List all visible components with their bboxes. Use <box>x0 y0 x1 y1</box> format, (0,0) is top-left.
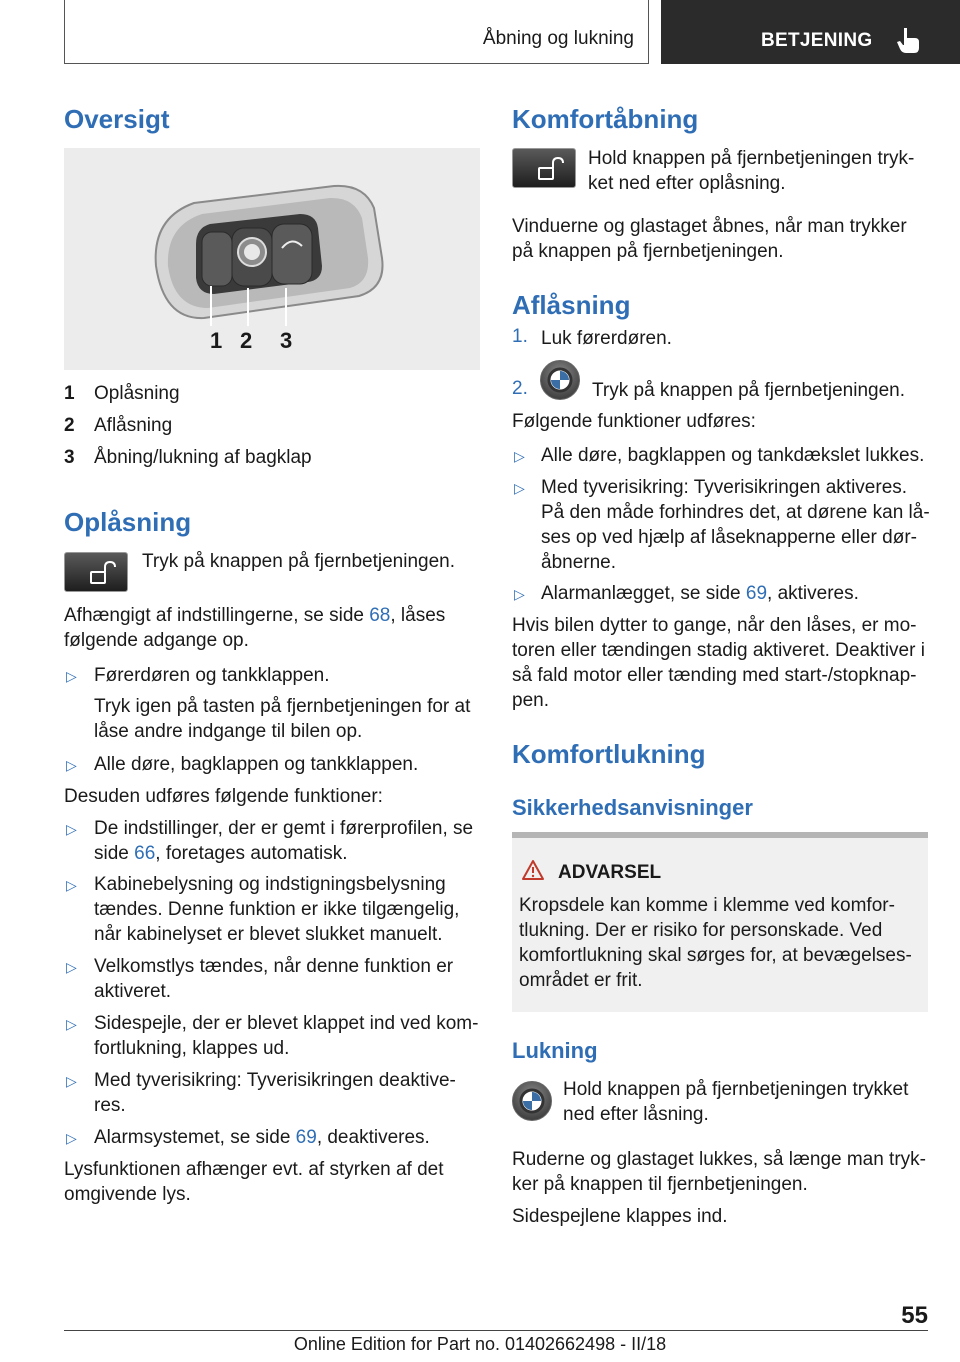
heading-aflasning: Aflåsning <box>512 290 631 320</box>
page-link-69[interactable]: 69 <box>295 1127 317 1148</box>
heading-komfortlukning: Komfortlukning <box>512 739 706 769</box>
bullet-text: side 66, foretages automatisk. <box>94 843 348 864</box>
header-chapter-title: BETJENING <box>761 30 873 51</box>
bullet-triangle-icon: ▷ <box>66 821 77 837</box>
bullet-text: åbnerne. <box>541 552 617 573</box>
paragraph: Ruderne og glastaget lukkes, så længe man tryk- <box>512 1149 926 1170</box>
instruction-text: ned efter låsning. <box>563 1104 709 1125</box>
paragraph: toren eller tændingen stadig aktiveret. Deaktiver i <box>512 640 925 661</box>
legend-num: 2 <box>64 415 75 436</box>
bullet-triangle-icon: ▷ <box>66 1130 77 1146</box>
key-fob-figure <box>64 148 480 370</box>
key-fob-illustration <box>64 148 480 370</box>
instruction-text: Hold knappen på fjernbetjeningen trykket <box>563 1079 909 1100</box>
page-link-66[interactable]: 66 <box>134 843 156 864</box>
bullet-subtext: låse andre indgange til bilen op. <box>94 721 363 742</box>
figure-label-1: 1 <box>210 328 223 353</box>
bullet-text: På den måde forhindres det, at dørene kan lå- <box>541 502 930 523</box>
paragraph: pen. <box>512 690 549 711</box>
paragraph: Desuden udføres følgende funktioner: <box>64 786 383 807</box>
paragraph: følgende adgange op. <box>64 630 249 651</box>
bullet-text: Med tyverisikring: Tyverisikringen deaktive- <box>94 1070 456 1091</box>
header-chapter-box <box>661 0 960 64</box>
paragraph: ker på knappen til fjernbetjeningen. <box>512 1174 808 1195</box>
bullet-triangle-icon: ▷ <box>66 668 77 684</box>
bullet-text: aktiveret. <box>94 981 172 1002</box>
step-text: Tryk på knappen på fjernbetjeningen. <box>592 380 906 401</box>
bullet-text: Alarmsystemet, se side 69, deaktiveres. <box>94 1127 430 1148</box>
page-link-69[interactable]: 69 <box>745 583 768 604</box>
paragraph: Følgende funktioner udføres: <box>512 411 756 432</box>
figure-label-2: 2 <box>240 328 253 353</box>
bullet-text: Sidespejle, der er blevet klappet ind ved kom- <box>94 1013 479 1034</box>
bullet-triangle-icon: ▷ <box>66 877 77 893</box>
warning-text: Kropsdele kan komme i klemme ved komfor- <box>519 895 895 916</box>
bullet-subtext: Tryk igen på tasten på fjernbetjeningen for at <box>94 696 471 717</box>
bullet-text: De indstillinger, der er gemt i førerprofilen, se <box>94 818 474 839</box>
pointing-hand-icon <box>895 26 921 54</box>
bullet-text: Alle døre, bagklappen og tankklappen. <box>94 754 419 775</box>
heading-oplasning: Oplåsning <box>64 507 192 537</box>
bullet-text: res. <box>94 1095 126 1116</box>
heading-lukning: Lukning <box>512 1038 598 1063</box>
bmw-lock-button-icon <box>512 1081 552 1121</box>
figure-label-3: 3 <box>280 328 293 353</box>
bullet-text: Velkomstlys tændes, når denne funktion er <box>94 956 454 977</box>
header-section-box <box>64 0 649 64</box>
legend-num: 3 <box>64 447 75 468</box>
page-number: 55 <box>901 1302 928 1329</box>
heading-komfortabning: Komfortåbning <box>512 104 699 134</box>
bmw-lock-button-icon <box>540 360 580 400</box>
paragraph: Afhængigt af indstillingerne, se side 68, låses <box>64 605 446 626</box>
paragraph: Hvis bilen dytter to gange, når den låses, er mo- <box>512 615 917 636</box>
page-link-68[interactable]: 68 <box>369 605 391 626</box>
header-section-title: Åbning og lukning <box>482 28 634 49</box>
paragraph: på knappen på fjernbetjeningen. <box>512 241 784 262</box>
paragraph: Vinduerne og glastaget åbnes, når man trykker <box>512 216 907 237</box>
step-number: 1. <box>512 326 528 347</box>
paragraph: Lysfunktionen afhænger evt. af styrken af det <box>64 1159 444 1180</box>
paragraph: så fald motor eller tænding med start-/stopknap- <box>512 665 917 686</box>
bullet-text: Med tyverisikring: Tyverisikringen aktiveres. <box>541 477 908 498</box>
footer-edition: Online Edition for Part no. 01402662498 - II/18 <box>293 1334 667 1354</box>
instruction-text: ket ned efter oplåsning. <box>588 173 786 194</box>
instruction-text: Hold knappen på fjernbetjeningen tryk- <box>588 148 915 169</box>
warning-text: tlukning. Der er risiko for personskade. Ved <box>519 920 883 941</box>
bullet-triangle-icon: ▷ <box>514 586 525 602</box>
bullet-text: tændes. Denne funktion er ikke tilgængelig, <box>94 899 460 920</box>
paragraph: Sidespejlene klappes ind. <box>512 1206 728 1227</box>
paragraph: omgivende lys. <box>64 1184 191 1205</box>
warning-text: området er frit. <box>519 970 643 991</box>
warning-box <box>512 838 928 1012</box>
unlock-button-icon <box>64 552 128 592</box>
bullet-text: Førerdøren og tankklappen. <box>94 665 330 686</box>
oplasning-instruction: Tryk på knappen på fjernbetjeningen. <box>142 551 456 572</box>
bullet-text: når kabinelyset er blevet slukket manuelt. <box>94 924 443 945</box>
bullet-triangle-icon: ▷ <box>66 757 77 773</box>
bullet-text: Alarmanlægget, se side 69, aktiveres. <box>541 583 859 604</box>
bullet-text: Kabinebelysning og indstigningsbelysning <box>94 874 446 895</box>
warning-title: ADVARSEL <box>558 862 662 883</box>
bullet-triangle-icon: ▷ <box>514 480 525 496</box>
bullet-text: Alle døre, bagklappen og tankdækslet lukkes. <box>541 445 925 466</box>
unlock-button-icon <box>512 148 576 188</box>
footer-rule <box>64 1330 928 1331</box>
bullet-triangle-icon: ▷ <box>66 959 77 975</box>
step-number: 2. <box>512 378 528 399</box>
legend-num: 1 <box>64 383 75 404</box>
legend-text: Åbning/lukning af bagklap <box>94 447 312 468</box>
bullet-triangle-icon: ▷ <box>514 448 525 464</box>
bullet-text: fortlukning, klappes ud. <box>94 1038 290 1059</box>
heading-sikkerhedsanvisninger: Sikkerhedsanvisninger <box>512 795 753 820</box>
warning-triangle-icon <box>521 859 545 881</box>
bullet-text: ses op ved hjælp af låseknapperne eller dør- <box>541 527 917 548</box>
legend-text: Oplåsning <box>94 383 180 404</box>
heading-oversigt: Oversigt <box>64 104 170 134</box>
warning-text: komfortlukning skal sørges for, at bevægelses- <box>519 945 912 966</box>
bullet-triangle-icon: ▷ <box>66 1073 77 1089</box>
step-text: Luk førerdøren. <box>541 328 672 349</box>
legend-text: Aflåsning <box>94 415 173 436</box>
bullet-triangle-icon: ▷ <box>66 1016 77 1032</box>
